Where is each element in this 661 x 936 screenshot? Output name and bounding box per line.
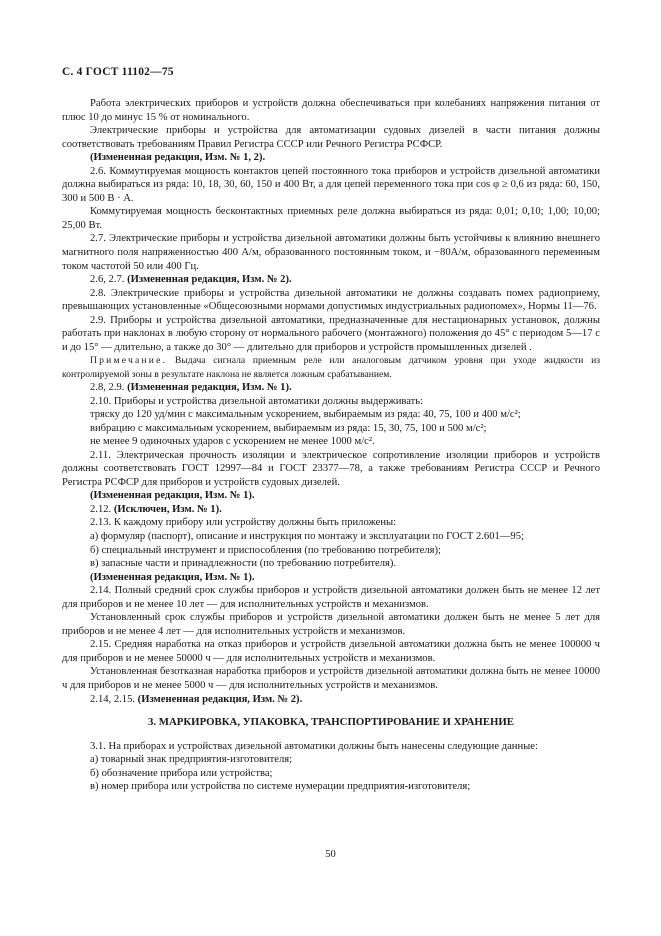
- paragraph-2-14: 2.14. Полный средний срок службы приборов и устройств дизельной автоматики должен быть не менее 12 лет для приборов и не менее 10 лет — для исполнительных устройств и механизмов.: [62, 585, 600, 610]
- list-item-v: в) номер прибора или устройства по системе нумерации предприятия-изготовителя;: [90, 781, 471, 793]
- note-label: Примечание.: [90, 355, 168, 367]
- list-item-shaking: тряску до 120 уд/мин с максимальным ускорением, выбираемым из ряда: 40, 75, 100 и 400 м/с²;: [90, 409, 521, 421]
- paragraph-2-8: 2.8. Электрические приборы и устройства дизельной автоматики не должны создавать помех радиоприему, превышающих установленные «Общесоюзными нормами допустимых индустриальных радиопомех», Нормы 11—76.: [62, 287, 600, 313]
- page-content: [62, 97, 600, 794]
- revision-note: 2.6, 2.7. (Измененная редакция, Изм. № 2).: [90, 274, 292, 286]
- revision-note: (Измененная редакция, Изм. № 1).: [90, 490, 255, 502]
- list-item-b: б) специальный инструмент и приспособления (по требованию потребителя);: [90, 544, 441, 556]
- page-number: 50: [325, 849, 336, 860]
- paragraph-2-10: 2.10. Приборы и устройства дизельной автоматики должны выдерживать:: [90, 395, 424, 407]
- revision-note: 2.8, 2.9. (Измененная редакция, Изм. № 1).: [90, 381, 292, 393]
- paragraph-contactless-relay-power: Коммутируемая мощность бесконтактных приемных реле должна выбираться из ряда: 0,01; 0,10; 1,00; 10,00; 25,00 Вт.: [62, 206, 600, 231]
- revision-note: (Измененная редакция, Изм. № 1, 2).: [90, 152, 266, 164]
- list-item-a: а) формуляр (паспорт), описание и инструкция по монтажу и эксплуатации по ГОСТ 2.601—95;: [90, 531, 524, 542]
- list-item-shocks: не менее 9 одиночных ударов с ускорением не менее 1000 м/с².: [90, 436, 375, 448]
- paragraph-2-6: 2.6. Коммутируемая мощность контактов цепей постоянного тока приборов и устройств дизельной автоматики должна выбираться из ряда: 10, 18, 30, 60, 150 и 400 Вт, а для цепей переменного тока при cos φ ≥ 0,6 из ряда: 60, 150, 300 и 500 В · А.: [62, 165, 600, 204]
- paragraph-2-11: 2.11. Электрическая прочность изоляции и электрическое сопротивление изоляции приборов и устройств должны соответствовать ГОСТ 12997—84 и ГОСТ 23377—78, а также требованиям Регистра СССР и Речного Регистра РСФСР для приборов и устройств судовых дизелей.: [62, 449, 600, 488]
- section-title: 3. МАРКИРОВКА, УПАКОВКА, ТРАНСПОРТИРОВАНИЕ И ХРАНЕНИЕ: [147, 716, 515, 729]
- list-item-b: б) обозначение прибора или устройства;: [90, 767, 273, 779]
- paragraph-service-life: Установленный срок службы приборов и устройств дизельной автоматики должен быть не менее 5 лет для приборов и не менее 4 лет — для исполнительных устройств и механизмов.: [62, 612, 600, 637]
- paragraph-power-supply-requirements: Электрические приборы и устройства для автоматизации судовых дизелей в части питания должны соответствовать требованиям Правил Регистра СССР или Речного Регистра РСФСР.: [62, 125, 600, 150]
- page-header: С. 4 ГОСТ 11102—75: [62, 66, 174, 78]
- paragraph-2-12: 2.12. (Исключен, Изм. № 1).: [90, 503, 222, 515]
- paragraph-3-1: 3.1. На приборах и устройствах дизельной автоматики должны быть нанесены следующие данные:: [90, 740, 538, 752]
- paragraph-2-13: 2.13. К каждому прибору или устройству должны быть приложены:: [90, 517, 397, 529]
- paragraph-2-15: 2.15. Средняя наработка на отказ приборов и устройств дизельной автоматики должна быть не менее 100000 ч для приборов и не менее 50000 ч — для исполнительных устройств и механизмов.: [62, 639, 600, 664]
- paragraph-2-7: 2.7. Электрические приборы и устройства дизельной автоматики должны быть устойчивы к влиянию внешнего магнитного поля напряженностью 400 А/м, образованного постоянным током, и −80А/м, образованного переменным током частотой 50 или 400 Гц.: [62, 233, 600, 272]
- list-item-v: в) запасные части и принадлежности (по требованию потребителя).: [90, 558, 397, 570]
- note-paragraph: Примечание. Выдача сигнала приемным реле или аналоговым датчиком уровня при уходе жидкости из контролируемой зоны в результате наклона не является ложным срабатыванием.: [62, 355, 600, 380]
- revision-note: 2.14, 2.15. (Измененная редакция, Изм. № 2).: [90, 693, 303, 705]
- paragraph-2-9: 2.9. Приборы и устройства дизельной автоматики, предназначенные для нестационарных установок, должны работать при наклонах в любую сторону от нормального рабочего (монтажного) положения до 45° с периодом 5—17 с и до 15° — длительно, а также до 30° — длительно для приборов и устройств промышленных дизелей .: [62, 314, 600, 353]
- list-item-vibration: вибрацию с максимальным ускорением, выбираемым из ряда: 15, 30, 75, 100 и 500 м/с²;: [90, 422, 487, 434]
- paragraph-failure-free-operation: Установленная безотказная наработка приборов и устройств дизельной автоматики должна быть не менее 10000 ч для приборов и не менее 5000 ч — для исполнительных устройств и механизмов.: [62, 666, 600, 692]
- list-item-a: а) товарный знак предприятия-изготовителя;: [90, 754, 293, 766]
- revision-note: (Измененная редакция, Изм. № 1).: [90, 571, 255, 583]
- paragraph-voltage-tolerance: Работа электрических приборов и устройств должна обеспечиваться при колебаниях напряжения питания от плюс 10 до минус 15 % от номинального.: [62, 98, 600, 123]
